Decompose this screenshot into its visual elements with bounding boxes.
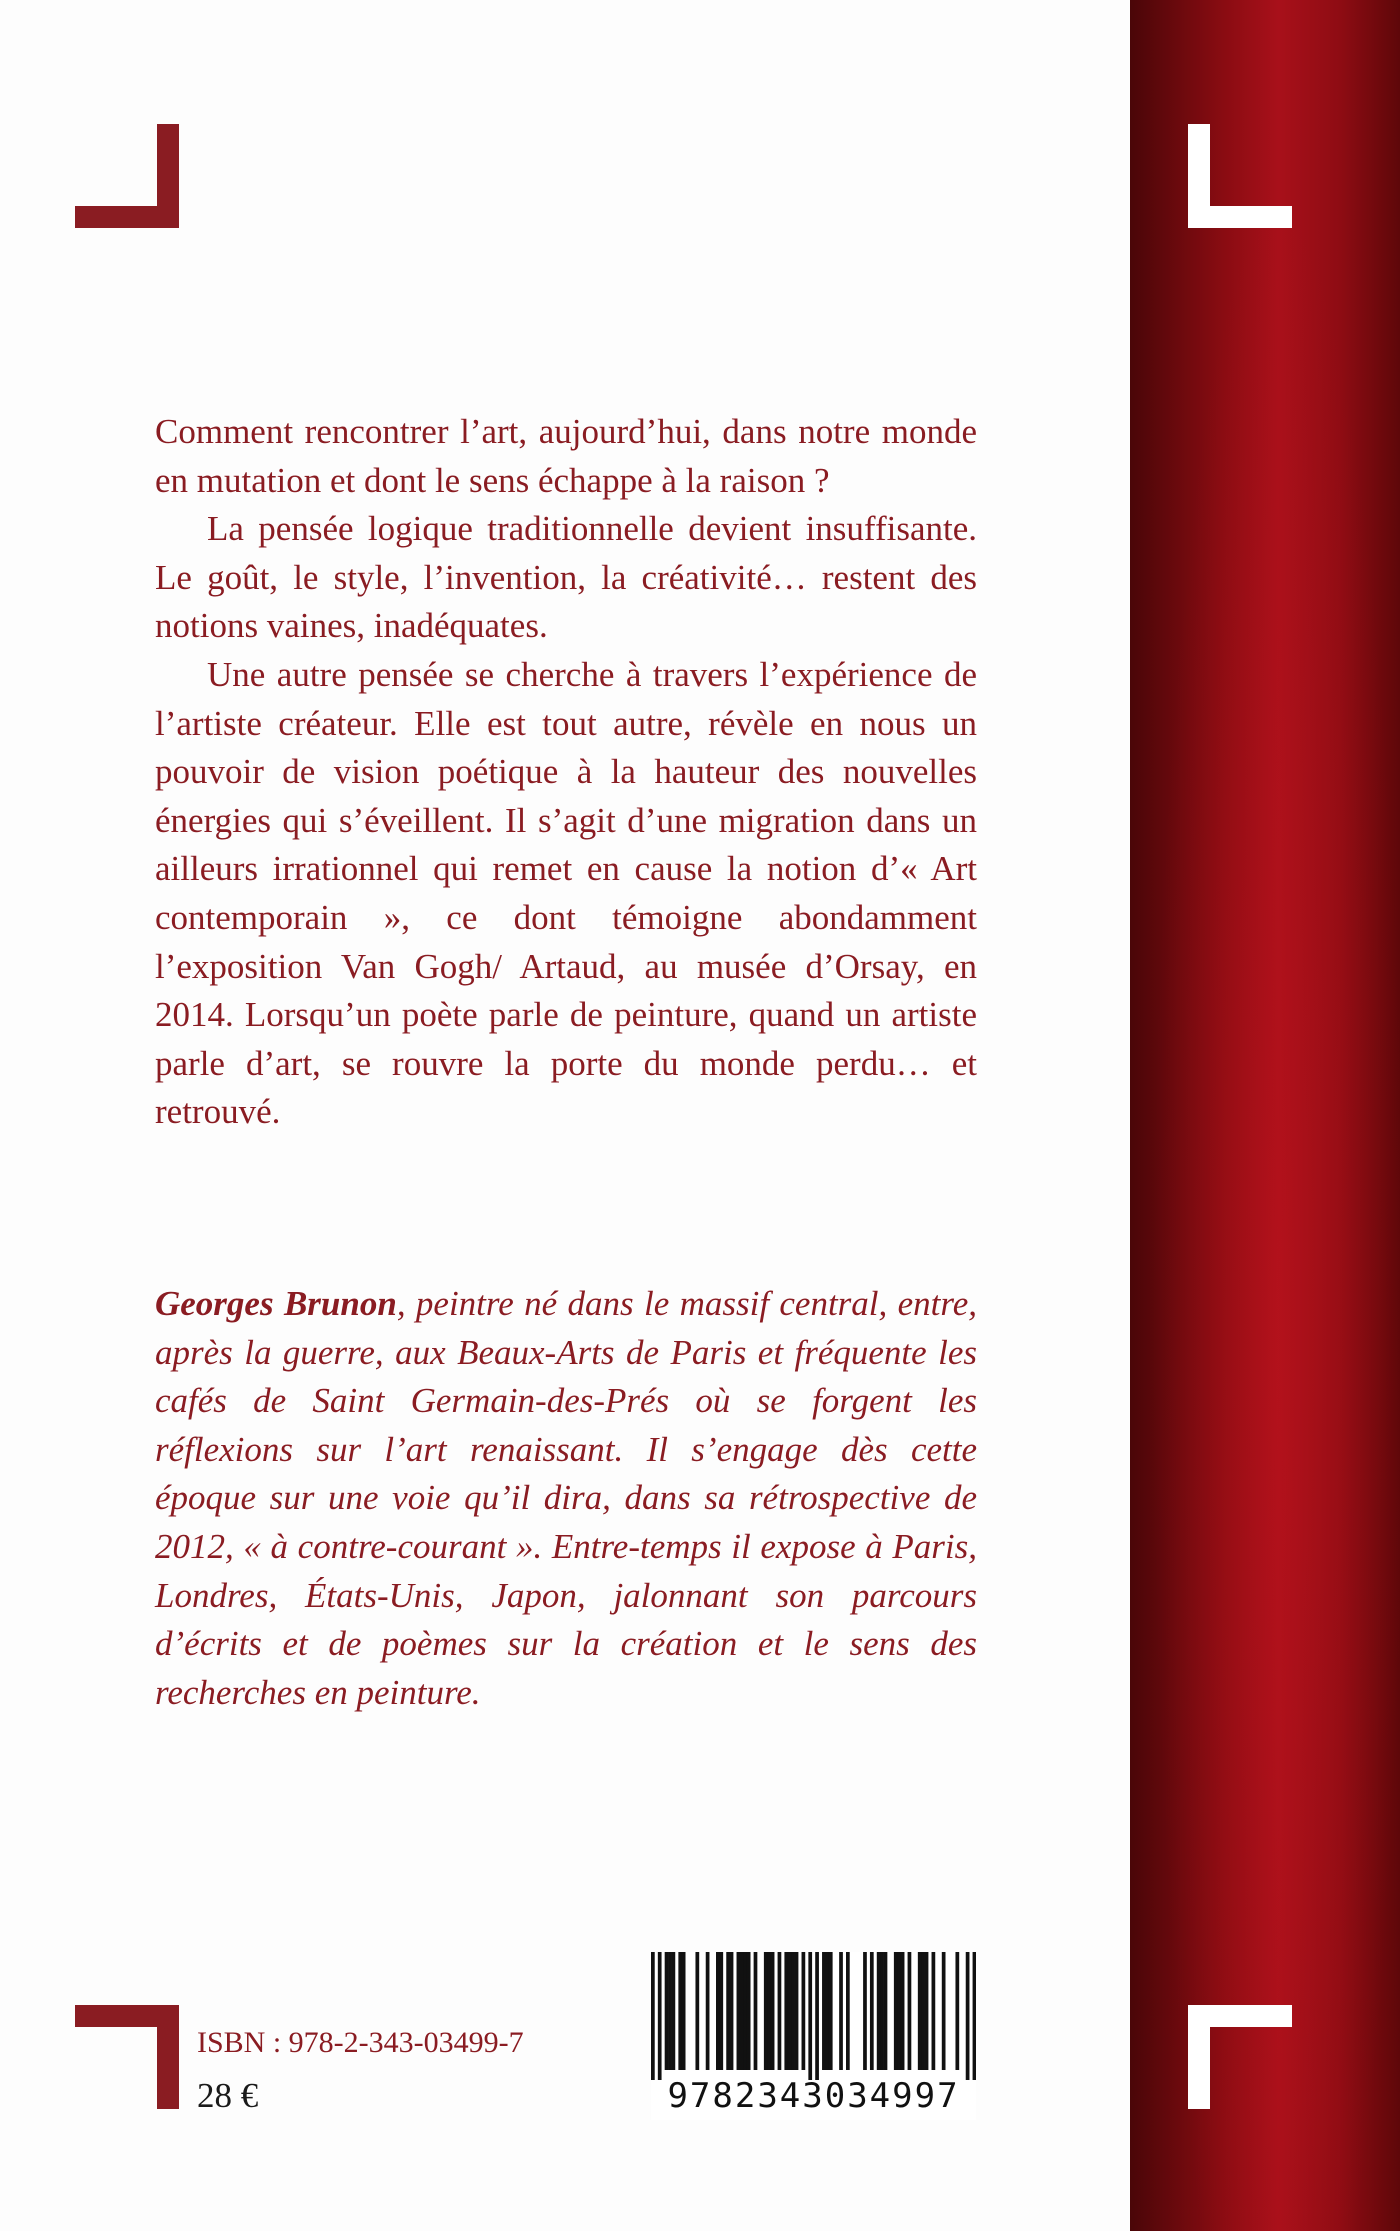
barcode-bars [651,1952,976,2080]
corner-bracket-top-right [1188,124,1292,228]
price-label: 28 € [197,2076,259,2115]
barcode-bar [901,1952,905,2070]
barcode-bar [897,1952,901,2070]
barcode-bar [668,1952,672,2070]
barcode-bar [808,1952,812,2080]
barcode-bar [955,1952,959,2070]
barcode-bar [743,1952,747,2070]
barcode-bar [754,1952,758,2070]
barcode-bar [894,1952,898,2070]
barcode-bar [921,1952,925,2070]
barcode-bar [665,1952,669,2070]
barcode-bar [651,1952,655,2080]
barcode-bar [678,1952,682,2070]
barcode-bar [682,1952,686,2070]
barcode-bar [747,1952,751,2070]
barcode-bar [884,1952,888,2070]
barcode-bar [658,1952,662,2080]
barcode-bar [784,1952,788,2070]
corner-bracket-bottom-right [1188,2005,1292,2109]
barcode-bar [802,1952,806,2070]
author-name: Georges Brunon [155,1284,397,1323]
barcode-bar [778,1952,782,2070]
author-bio-text: , peintre né dans le massif central, entre, après la guerre, aux Beaux-Arts de Paris et fréquente les cafés de Saint Germain-des-Prés où se forgent les réflexions sur l’art renaissant. Il s’engage dès cette époque sur une voie qu’il dira, dans sa rétrospective de 2012, « à contre-courant ». Entre-temps il expose à Paris, Londres, États-Unis, Japon, jalonnant son parcours d’écrits et de poèmes sur la création et le sens des recherches en peinture. [155,1284,977,1712]
barcode-bar [788,1952,792,2070]
barcode-bar [839,1952,843,2070]
barcode-bar [791,1952,795,2070]
corner-bracket-top-left [75,124,179,228]
corner-bracket-bottom-left [75,2005,179,2109]
barcode-bar [740,1952,744,2070]
barcode-bar [764,1952,768,2070]
barcode-bar [716,1952,720,2070]
barcode-bar [880,1952,884,2070]
barcode-bar [942,1952,946,2070]
barcode [651,1952,976,2120]
barcode-bar [771,1952,775,2070]
isbn-label: ISBN : 978-2-343-03499-7 [197,2026,524,2059]
barcode-bar [846,1952,850,2070]
barcode-bar [795,1952,799,2070]
author-bio [155,1280,977,1717]
barcode-bar [925,1952,929,2070]
barcode-bar [870,1952,874,2070]
barcode-bar [719,1952,723,2070]
barcode-bar [706,1952,710,2070]
blurb-paragraph-3: Une autre pensée se cherche à travers l’expérience de l’artiste créateur. Elle est tout autre, révèle en nous un pouvoir de vision poétique à la hauteur des nouvelles énergies qui s’éveillent. Il s’agit d’une migration dans un ailleurs irrationnel qui remet en cause la notion d’« Art contemporain », ce dont témoigne abondamment l’exposition Van Gogh/ Artaud, au musée d’Orsay, en 2014. Lorsqu’un poète parle de peinture, quand un artiste parle d’art, se rouvre la porte du monde perdu… et retrouvé. [155,654,977,1132]
barcode-bar [737,1952,741,2070]
barcode-bar [672,1952,676,2070]
barcode-bar [932,1952,936,2070]
barcode-bar [822,1952,826,2070]
barcode-bar [863,1952,867,2070]
barcode-bar [829,1952,833,2070]
barcode-bar [815,1952,819,2080]
barcode-bar [767,1952,771,2070]
barcode-bar [918,1952,922,2070]
barcode-bar [908,1952,912,2070]
barcode-bar [973,1952,976,2080]
barcode-bar [825,1952,829,2070]
barcode-digits: 9782343034997 [667,2076,960,2116]
barcode-bar [730,1952,734,2070]
blurb-paragraph-1: Comment rencontrer l’art, aujourd’hui, dans notre monde en mutation et dont le sens échappe à la raison ? [155,412,977,500]
barcode-bar [695,1952,699,2070]
blurb-paragraph-2: La pensée logique traditionnelle devient insuffisante. Le goût, le style, l’invention, la créativité… restent des notions vaines, inadéquates. [155,509,977,646]
barcode-bar [726,1952,730,2070]
red-spine-band [1130,0,1400,2231]
barcode-bar [877,1952,881,2070]
barcode-bar [966,1952,970,2080]
blurb-text [155,408,977,1137]
